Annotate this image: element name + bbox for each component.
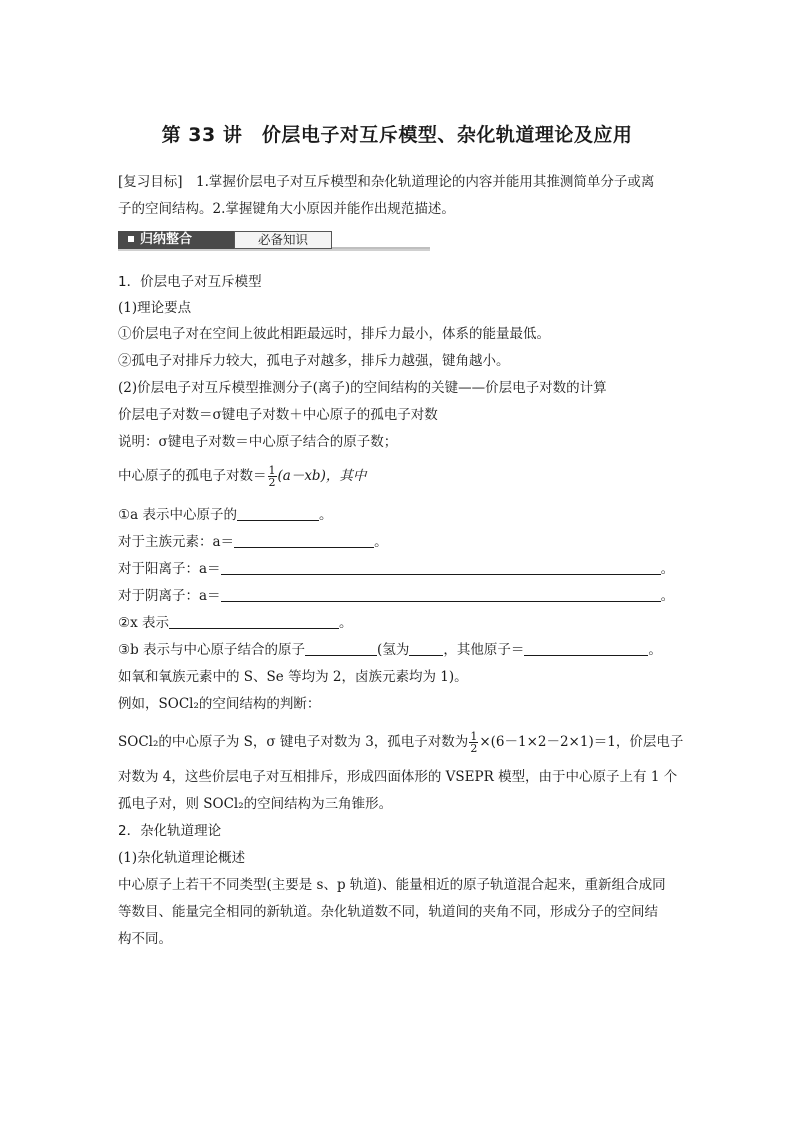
s1-p2: ①价层电子对在空间上彼此相距最远时，排斥力最小，体系的能量最低。 <box>118 326 550 342</box>
s1-p4: (2)价层电子对互斥模型推测分子(离子)的空间结构的关键——价层电子对数的计算 <box>118 380 607 396</box>
s1-p5: 价层电子对数＝σ键电子对数＋中心原子的孤电子对数 <box>118 407 438 423</box>
lone-pair-formula <box>118 462 366 490</box>
period: 。 <box>374 534 388 550</box>
a-definition-text: ①a 表示中心原子的 <box>118 507 237 523</box>
s1-p3: ②孤电子对排斥力较大，孤电子对越多，排斥力越强，键角越小。 <box>118 353 510 369</box>
blank-a-main-group[interactable] <box>234 533 374 548</box>
x-definition-text: ②x 表示 <box>118 615 170 631</box>
review-goals-line-2: 子的空间结构。2.掌握键角大小原因并能作出规范描述。 <box>118 201 455 217</box>
a-anion-text: 对于阴离子：a＝ <box>118 588 221 604</box>
blank-a-cation[interactable] <box>221 560 661 575</box>
socl2-text-a: SOCl₂的中心原子为 S，σ 键电子对数为 3，孤电子对数为 <box>118 734 469 750</box>
b-definition-text: ③b 表示与中心原子结合的原子 <box>118 642 306 658</box>
fraction-denominator: 2 <box>268 476 276 489</box>
blank-a-anion[interactable] <box>221 587 661 602</box>
banner-dark-tab <box>118 231 234 249</box>
blank-x-meaning[interactable] <box>169 614 339 629</box>
socl2-analysis-line-2: 对数为 4，这些价层电子对互相排斥，形成四面体形的 VSEPR 模型，由于中心原子上有 1 个 <box>118 769 678 785</box>
s1-example-intro: 例如，SOCl₂的空间结构的判断： <box>118 696 321 712</box>
banner-underline <box>118 249 430 251</box>
fraction-one-half <box>268 465 277 488</box>
b-hydrogen-text: (氢为 <box>377 642 410 658</box>
s2-p3: 等数目、能量完全相同的新轨道。杂化轨道数不同，轨道间的夹角不同，形成分子的空间结 <box>118 904 658 920</box>
s2-p1: (1)杂化轨道理论概述 <box>118 850 246 866</box>
banner-right-label: 必备知识 <box>234 231 332 249</box>
period: 。 <box>339 615 353 631</box>
lone-pair-expression: (a－xb)，其中 <box>277 468 367 484</box>
section-2-heading: 2．杂化轨道理论 <box>118 823 222 839</box>
a-cation-line <box>118 559 674 579</box>
review-goals-tag: [复习目标] <box>118 174 183 190</box>
period: 。 <box>318 507 333 523</box>
blank-b-hydrogen[interactable] <box>409 641 443 656</box>
blank-b-meaning[interactable] <box>305 641 377 656</box>
section-banner <box>118 229 430 251</box>
fraction-one-half <box>469 731 478 754</box>
a-anion-line <box>118 586 674 606</box>
a-main-group-text: 对于主族元素：a＝ <box>118 534 235 550</box>
banner-left-label: 归纳整合 <box>140 232 193 247</box>
socl2-text-b: ×(6－1×2－2×1)＝1，价层电子 <box>479 734 684 750</box>
fraction-numerator: 1 <box>268 464 276 477</box>
socl2-analysis-line-1 <box>118 728 683 756</box>
period: 。 <box>660 561 675 577</box>
section-1-heading: 1．价层电子对互斥模型 <box>118 274 262 290</box>
s2-p4: 构不同。 <box>118 931 172 947</box>
blank-b-other-atoms[interactable] <box>524 641 648 656</box>
b-other-atoms-text: ，其他原子＝ <box>443 642 525 658</box>
s1-p6: 说明：σ键电子对数＝中心原子结合的原子数； <box>118 434 398 450</box>
square-icon <box>128 236 134 242</box>
x-definition-line <box>118 613 353 633</box>
socl2-analysis-line-3: 孤电子对，则 SOCl₂的空间结构为三角锥形。 <box>118 796 393 812</box>
a-main-group-line <box>118 532 388 552</box>
s2-p2: 中心原子上若干不同类型(主要是 s、p 轨道)、能量相近的原子轨道混合起来，重新组合成同 <box>118 877 666 893</box>
fraction-numerator: 1 <box>470 730 478 743</box>
blank-a-meaning[interactable] <box>237 506 319 521</box>
period: 。 <box>648 642 662 658</box>
a-cation-text: 对于阳离子：a＝ <box>118 561 221 577</box>
fraction-denominator: 2 <box>470 742 478 755</box>
lone-pair-prefix: 中心原子的孤电子对数＝ <box>118 468 267 484</box>
b-definition-line <box>118 640 662 660</box>
page-title: 第 33 讲 价层电子对互斥模型、杂化轨道理论及应用 <box>161 124 633 146</box>
a-definition-line <box>118 505 332 525</box>
s1-example-elements: 如氧和氧族元素中的 S、Se 等均为 2，卤族元素均为 1)。 <box>118 669 468 685</box>
period: 。 <box>660 588 675 604</box>
review-goals-line-1 <box>118 172 654 192</box>
review-goals-text-1: 1.掌握价层电子对互斥模型和杂化轨道理论的内容并能用其推测简单分子或离 <box>182 174 655 190</box>
s1-p1: (1)理论要点 <box>118 300 192 316</box>
